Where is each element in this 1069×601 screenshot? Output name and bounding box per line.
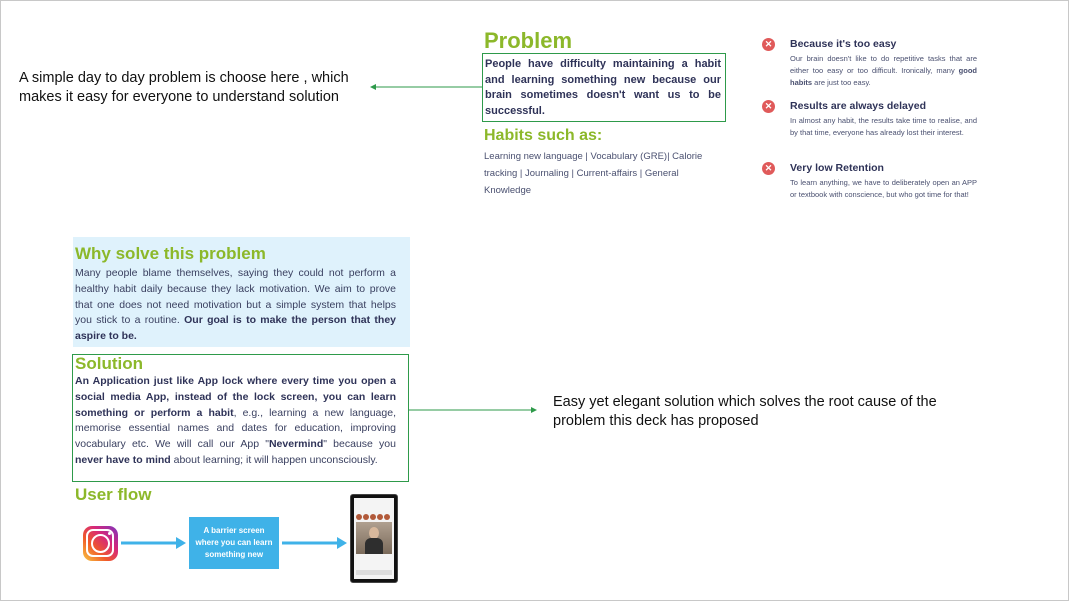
instagram-icon: [83, 526, 118, 561]
problem-annotation: A simple day to day problem is choose here , which makes it easy for everyone to understand solution: [19, 70, 349, 105]
reason-body: To learn anything, we have to deliberately open an APP or textbook with conscience, but who got time for that!: [790, 178, 977, 199]
phone-screenshot: [350, 494, 398, 583]
reason-title: Very low Retention: [790, 162, 884, 174]
x-circle-icon: ✕: [762, 38, 775, 51]
problem-statement: People have difficulty maintaining a habit and learning something new because our brain sometimes doesn't want us to be successful.: [482, 53, 726, 122]
app-name: Nevermind: [268, 438, 324, 451]
why-title: Why solve this problem: [75, 244, 266, 263]
solution-annotation: Easy yet elegant solution which solves the root cause of the problem this deck has proposed: [553, 394, 937, 429]
problem-title: Problem: [484, 28, 573, 53]
flow-arrow-1: [118, 532, 188, 552]
reason-title: Because it's too easy: [790, 38, 897, 50]
x-circle-icon: ✕: [762, 162, 775, 175]
solution-body: An Application just like App lock where every time you open a social media App, instead of the lock screen, you can learn something or perform a habit, e.g., learning a new language, memorise essential names and dates for education, improving vocabulary etc. We will call our App "Nevermind" because you never have to mind about learning; it will happen unconsciously.: [75, 375, 396, 466]
x-circle-icon: ✕: [762, 100, 775, 113]
habits-title: Habits such as:: [484, 127, 603, 144]
habits-list: Learning new language | Vocabulary (GRE)| Calorie tracking | Journaling | Current-affairs | General Knowledge: [484, 151, 703, 196]
reason-body: Our brain doesn't like to do repetitive tasks that are either too easy or too difficult. Ironically, many good habits are just too easy.: [790, 54, 977, 87]
barrier-screen-step: A barrier screen where you can learn something new: [189, 517, 279, 569]
solution-title: Solution: [75, 354, 143, 373]
reason-body: In almost any habit, the results take time to realise, and by that time, everyone has already lost their interest.: [790, 116, 977, 137]
why-body: Many people blame themselves, saying they could not perform a healthy habit daily because they lack motivation. We aim to prove that one does not need motivation but a simple system that helps you stick to a routine. Our goal is to make the person that they aspire to be.: [75, 267, 396, 343]
flow-arrow-2: [279, 532, 349, 552]
reason-title: Results are always delayed: [790, 100, 926, 112]
user-flow-title: User flow: [75, 485, 152, 504]
